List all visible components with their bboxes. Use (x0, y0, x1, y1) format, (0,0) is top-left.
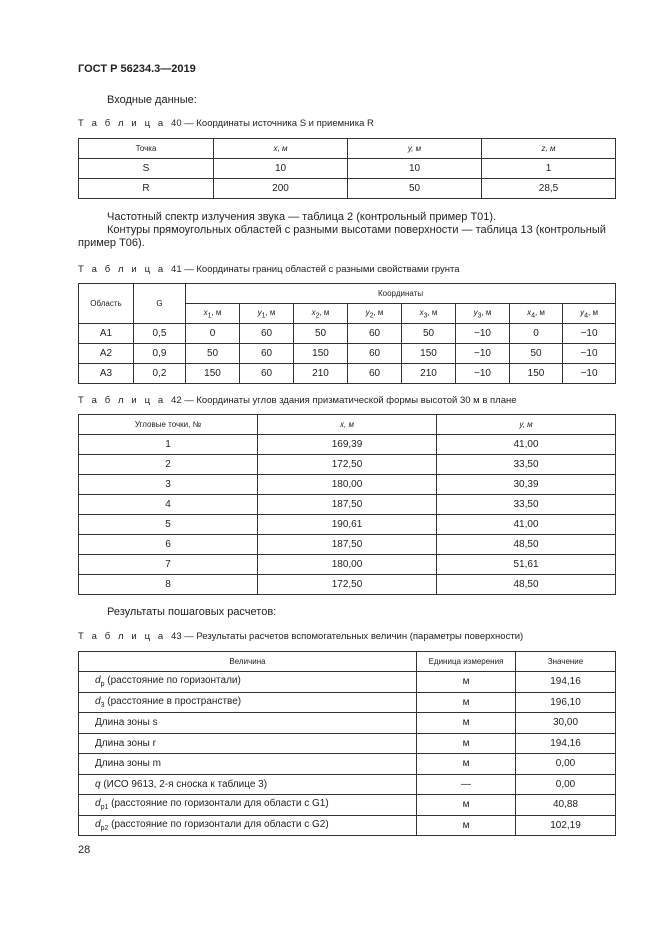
table42-header-point: Угловые точки, № (79, 415, 258, 435)
table-cell: S (79, 159, 214, 179)
table43-label: Т а б л и ц а (78, 631, 166, 642)
table-cell: 41,00 (437, 515, 616, 535)
table-cell: 150 (186, 364, 240, 384)
value-cell: 0,00 (516, 754, 616, 775)
table-cell: 7 (79, 555, 258, 575)
quantity-description: Длина зоны m (95, 758, 161, 770)
coord-var: x (203, 307, 208, 317)
table41-header-coord (348, 304, 402, 324)
table-row (79, 774, 616, 795)
table41-label: Т а б л и ц а (78, 264, 166, 275)
page-number: 28 (78, 844, 91, 856)
table-row (79, 475, 616, 495)
quantity-symbol: d (95, 675, 101, 687)
table41-header-coord (240, 304, 294, 324)
quantity-subscript: p1 (100, 804, 109, 812)
quantity-cell (79, 774, 417, 795)
coord-sub: 1 (207, 312, 212, 320)
table-cell: 33,50 (437, 455, 616, 475)
table-cell: 172,50 (258, 575, 437, 595)
value-cell: 102,19 (516, 815, 616, 836)
table-cell: 60 (348, 364, 402, 384)
table40 (78, 138, 616, 199)
table42-header-x: x, м (258, 415, 437, 435)
table-row (79, 555, 616, 575)
table-row (79, 733, 616, 754)
table40-title: 40 — Координаты источника S и приемника R (171, 118, 374, 129)
table-cell: 3 (79, 475, 258, 495)
table-row (79, 815, 616, 836)
coord-var: x (419, 307, 424, 317)
table41-header-coord (402, 304, 456, 324)
table-cell: 5 (79, 515, 258, 535)
table-cell: 50 (348, 179, 482, 199)
quantity-cell (79, 795, 417, 816)
table-row (79, 435, 616, 455)
table-cell: 1 (482, 159, 616, 179)
table-cell: 28,5 (482, 179, 616, 199)
quantity-cell (79, 815, 417, 836)
quantity-description: Длина зоны r (95, 737, 156, 749)
table-cell: 2 (79, 455, 258, 475)
unit-cell: м (417, 692, 516, 713)
table40-header-z: z, м (482, 139, 616, 159)
input-data-heading: Входные данные: (107, 94, 197, 106)
quantity-description: (расстояние в пространстве) (104, 695, 242, 707)
table-row (79, 495, 616, 515)
table-cell: 210 (402, 364, 456, 384)
quantity-description: Длина зоны s (95, 717, 158, 729)
table-row (79, 672, 616, 693)
quantity-cell (79, 754, 417, 775)
unit-cell: м (417, 815, 516, 836)
table-cell: 60 (240, 324, 294, 344)
quantity-symbol: d (95, 695, 101, 707)
table-cell: −10 (456, 344, 510, 364)
table42-caption (78, 395, 517, 406)
quantity-cell (79, 713, 417, 734)
unit-cell: м (417, 795, 516, 816)
table-cell: 187,50 (258, 535, 437, 555)
table-cell: −10 (563, 344, 616, 364)
quantity-symbol: d (95, 818, 101, 830)
table-cell: 10 (214, 159, 348, 179)
document-header: ГОСТ Р 56234.3—2019 (78, 63, 196, 75)
table40-header-y: y, м (348, 139, 482, 159)
quantity-description: (расстояние по горизонтали) (104, 675, 241, 687)
table-cell: 150 (510, 364, 563, 384)
table-cell: 180,00 (258, 475, 437, 495)
table40-label: Т а б л и ц а (78, 118, 166, 129)
table-cell: 0 (510, 324, 563, 344)
quantity-symbol: q (95, 778, 101, 790)
coord-sub: 2 (369, 312, 374, 320)
table-cell: 33,50 (437, 495, 616, 515)
table42 (78, 414, 616, 595)
quantity-subscript: p (100, 681, 105, 689)
unit-cell: м (417, 754, 516, 775)
table41-caption (78, 264, 460, 275)
table-cell: −10 (563, 324, 616, 344)
coord-var: y (473, 307, 478, 317)
coord-var: y (365, 307, 370, 317)
quantity-description: (ИСО 9613, 2-я сноска к таблице 3) (100, 778, 268, 790)
paragraph-contours-line2: пример Т06). (78, 237, 145, 249)
table-cell: 190,61 (258, 515, 437, 535)
table-cell: 4 (79, 495, 258, 515)
table41-header-g: G (134, 284, 186, 324)
table41-header-coord (563, 304, 616, 324)
coord-sub: 1 (261, 312, 266, 320)
table-cell: 50 (510, 344, 563, 364)
coord-unit: , м (481, 307, 492, 317)
table-cell: 187,50 (258, 495, 437, 515)
table43-title: 43 — Результаты расчетов вспомогательных величин (параметры поверхности) (171, 631, 524, 642)
quantity-subscript: 3 (100, 701, 105, 709)
table-cell: 60 (240, 364, 294, 384)
table-row (79, 754, 616, 775)
table-cell: 8 (79, 575, 258, 595)
table-cell: 50 (402, 324, 456, 344)
table43-header-value: Значение (516, 652, 616, 672)
quantity-cell (79, 733, 417, 754)
table41-header-coord (456, 304, 510, 324)
table-cell: 0,2 (134, 364, 186, 384)
unit-cell: м (417, 733, 516, 754)
table-cell: А2 (79, 344, 134, 364)
coord-var: y (257, 307, 262, 317)
coord-unit: , м (319, 307, 330, 317)
table41-header-coordinates: Координаты (186, 284, 616, 304)
table42-header-y: y, м (437, 415, 616, 435)
table-cell: 172,50 (258, 455, 437, 475)
table-row (79, 535, 616, 555)
table-cell: −10 (456, 364, 510, 384)
table41-header-area: Область (79, 284, 134, 324)
coord-sub: 3 (423, 312, 428, 320)
quantity-cell (79, 692, 417, 713)
quantity-cell (79, 672, 417, 693)
paragraph-spectrum: Частотный спектр излучения звука — таблица 2 (контрольный пример Т01). (107, 211, 497, 223)
value-cell: 30,00 (516, 713, 616, 734)
coord-unit: , м (427, 307, 438, 317)
table-cell: 10 (348, 159, 482, 179)
table-row (79, 364, 616, 384)
table-cell: 51,61 (437, 555, 616, 575)
table-cell: 50 (186, 344, 240, 364)
table-row (79, 575, 616, 595)
table-cell: 210 (294, 364, 348, 384)
table-cell: 41,00 (437, 435, 616, 455)
table-row (79, 159, 616, 179)
quantity-symbol: d (95, 798, 101, 810)
table-cell: 60 (348, 324, 402, 344)
table-cell: 1 (79, 435, 258, 455)
table41-title: 41 — Координаты границ областей с разными свойствами грунта (171, 264, 460, 275)
table-cell: 6 (79, 535, 258, 555)
quantity-description: (расстояние по горизонтали для области с G1) (108, 798, 329, 810)
value-cell: 194,16 (516, 672, 616, 693)
table-row (79, 692, 616, 713)
coord-unit: , м (534, 307, 545, 317)
unit-cell: — (417, 774, 516, 795)
coord-unit: , м (588, 307, 598, 317)
table-cell: 50 (294, 324, 348, 344)
table-cell: R (79, 179, 214, 199)
table-cell: 48,50 (437, 575, 616, 595)
table-cell: 60 (348, 344, 402, 364)
table42-title: 42 — Координаты углов здания призматической формы высотой 30 м в плане (171, 395, 517, 406)
table40-header-x: x, м (214, 139, 348, 159)
value-cell: 40,88 (516, 795, 616, 816)
quantity-description: (расстояние по горизонтали для области с G2) (108, 818, 329, 830)
table-cell: 30,39 (437, 475, 616, 495)
table-row (79, 713, 616, 734)
coord-var: x (527, 307, 532, 317)
coord-unit: , м (373, 307, 384, 317)
table-row (79, 795, 616, 816)
coord-sub: 4 (584, 312, 589, 320)
table-row (79, 179, 616, 199)
coord-unit: , м (265, 307, 276, 317)
table41-header-coord (510, 304, 563, 324)
table-cell: А3 (79, 364, 134, 384)
table-row (79, 344, 616, 364)
table43-header-unit: Единица измерения (417, 652, 516, 672)
coord-unit: , м (211, 307, 222, 317)
coord-sub: 3 (477, 312, 482, 320)
table40-caption (78, 118, 374, 129)
value-cell: 196,10 (516, 692, 616, 713)
table-row (79, 515, 616, 535)
table-cell: −10 (563, 364, 616, 384)
coord-var: x (311, 307, 316, 317)
table40-header-point: Точка (79, 139, 214, 159)
table-cell: А1 (79, 324, 134, 344)
quantity-subscript: p2 (100, 824, 109, 832)
table-row (79, 455, 616, 475)
table43 (78, 651, 616, 836)
table-row (79, 324, 616, 344)
table-cell: −10 (456, 324, 510, 344)
table-cell: 200 (214, 179, 348, 199)
table-cell: 48,50 (437, 535, 616, 555)
value-cell: 194,16 (516, 733, 616, 754)
table42-label: Т а б л и ц а (78, 395, 166, 406)
table41-header-coord (294, 304, 348, 324)
table-cell: 150 (402, 344, 456, 364)
table43-header-quantity: Величина (79, 652, 417, 672)
paragraph-contours-line1: Контуры прямоугольных областей с разными высотами поверхности — таблица 13 (контрольный (107, 224, 606, 236)
table-cell: 0,9 (134, 344, 186, 364)
table-cell: 169,39 (258, 435, 437, 455)
coord-sub: 4 (531, 312, 535, 320)
table41-header-coord (186, 304, 240, 324)
table-cell: 180,00 (258, 555, 437, 575)
results-heading: Результаты пошаговых расчетов: (107, 606, 277, 618)
table-cell: 0,5 (134, 324, 186, 344)
coord-var: y (580, 307, 585, 317)
value-cell: 0,00 (516, 774, 616, 795)
table-cell: 0 (186, 324, 240, 344)
table-cell: 60 (240, 344, 294, 364)
table41 (78, 283, 616, 384)
table-cell: 150 (294, 344, 348, 364)
coord-sub: 2 (315, 312, 320, 320)
table43-caption (78, 631, 523, 642)
unit-cell: м (417, 713, 516, 734)
unit-cell: м (417, 672, 516, 693)
